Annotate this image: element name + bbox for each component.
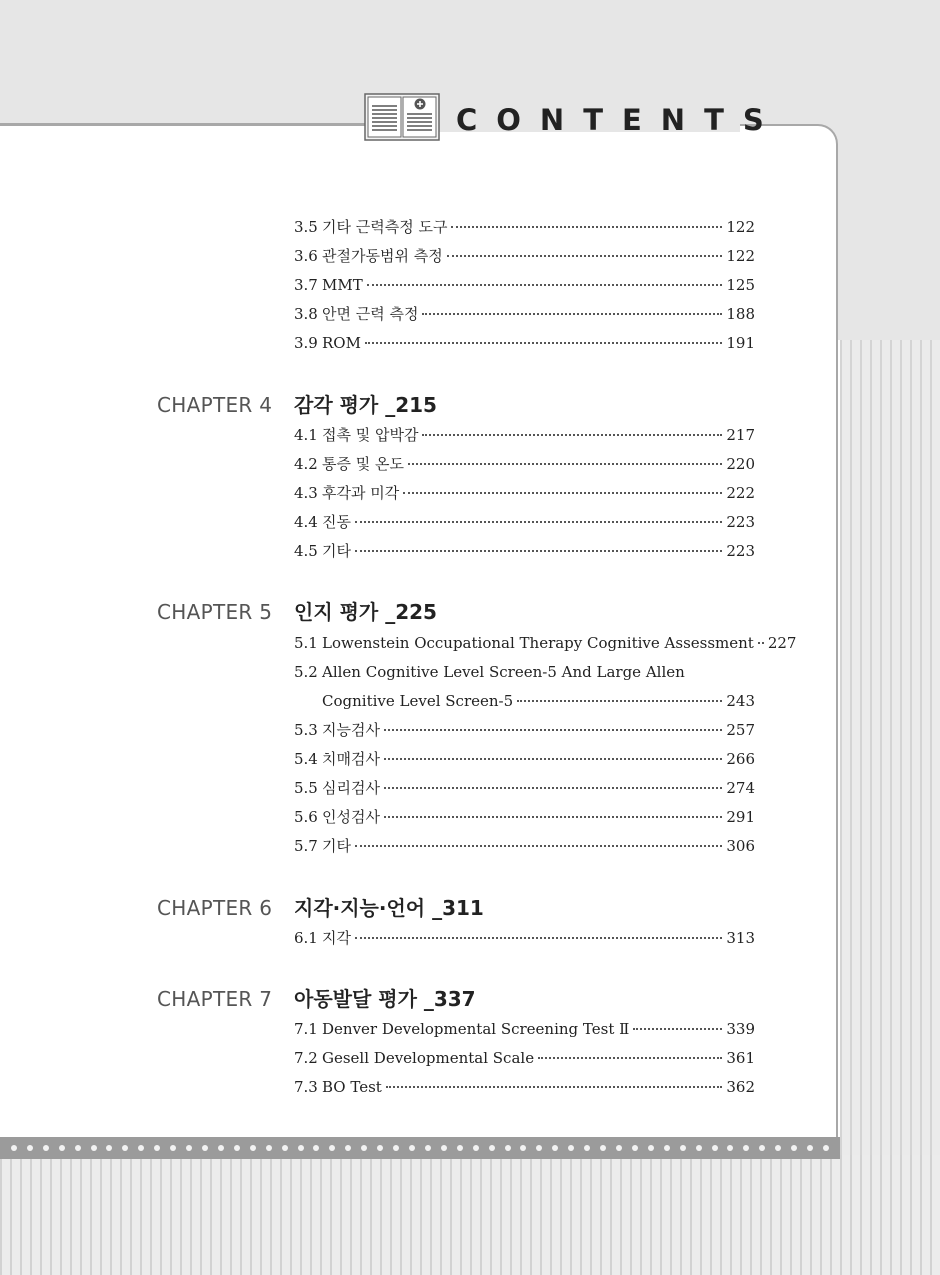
page-number: 257 (726, 721, 755, 739)
dot-leader (403, 492, 722, 494)
entry-title: MMT (322, 276, 363, 294)
entry-number: 5.4 (294, 750, 318, 768)
dot-leader (422, 434, 722, 436)
entry-title: 지각 (322, 929, 351, 947)
page-number: 188 (726, 305, 755, 323)
entry-number: 5.2 (294, 663, 318, 681)
page-number: 313 (726, 929, 755, 947)
toc-entry (294, 422, 755, 448)
dot-leader (384, 758, 722, 760)
entry-number: 6.1 (294, 929, 318, 947)
dot-leader (355, 845, 722, 847)
page-number: 227 (767, 634, 797, 652)
entry-number: 3.9 (294, 334, 318, 352)
dot-leader (517, 700, 722, 702)
entry-title: 관절가동범위 측정 (322, 247, 443, 265)
entry-title: 진동 (322, 513, 351, 531)
entry-number: 7.1 (294, 1020, 318, 1038)
dot-leader (633, 1028, 722, 1030)
dot-leader (355, 521, 722, 523)
entry-title: 기타 (322, 837, 351, 855)
chapter-heading (0, 984, 940, 1014)
entry-number: 4.4 (294, 513, 318, 531)
contents-title: CONTENTS (456, 103, 783, 137)
entry-title: ROM (322, 334, 361, 352)
page-number: 217 (726, 426, 755, 444)
chapter-label: CHAPTER 6 (157, 896, 273, 920)
entry-title: 통증 및 온도 (322, 455, 404, 473)
entry-title-continued: Cognitive Level Screen-5 (322, 692, 514, 710)
chapter-title: 지각·지능·언어 _311 (294, 896, 484, 920)
page-number: 339 (726, 1020, 755, 1038)
dot-leader (386, 1086, 723, 1088)
page-number: 222 (726, 484, 755, 502)
entry-title: 치매검사 (322, 750, 380, 768)
toc-entry (294, 509, 755, 535)
entry-number: 5.1 (294, 634, 318, 652)
toc-entry (294, 717, 755, 743)
entry-title: Denver Developmental Screening Test Ⅱ (322, 1020, 630, 1038)
chapter-title: 감각 평가 _215 (294, 393, 437, 417)
page-number: 122 (726, 247, 755, 265)
entry-title: BO Test (322, 1078, 382, 1096)
dot-leader (365, 342, 722, 344)
dot-leader (447, 255, 723, 257)
toc-entry (294, 214, 755, 240)
entry-number: 5.3 (294, 721, 318, 739)
dot-leader (538, 1057, 722, 1059)
entry-title: 접촉 및 압박감 (322, 426, 419, 444)
entry-number: 7.3 (294, 1078, 318, 1096)
toc-entry (294, 243, 755, 269)
toc-entry (294, 330, 755, 356)
page-number: 266 (726, 750, 755, 768)
chapter-heading (0, 390, 940, 420)
entry-number: 5.7 (294, 837, 318, 855)
dot-leader (384, 729, 722, 731)
dot-leader (355, 550, 722, 552)
toc-entry (294, 301, 755, 327)
toc-entry (294, 1045, 755, 1071)
entry-number: 3.5 (294, 218, 318, 236)
toc-entry (294, 1074, 755, 1100)
entry-number: 5.6 (294, 808, 318, 826)
toc-entry (294, 804, 755, 830)
entry-title: 심리검사 (322, 779, 380, 797)
dot-leader (758, 642, 764, 644)
toc-entry (294, 746, 755, 772)
toc-entry (294, 272, 755, 298)
dot-leader (408, 463, 722, 465)
entry-title: 기타 (322, 542, 351, 560)
page-number: 223 (726, 542, 755, 560)
entry-title: 안면 근력 측정 (322, 305, 419, 323)
page-number: 122 (726, 218, 755, 236)
dot-leader (451, 226, 722, 228)
entry-title: 지능검사 (322, 721, 380, 739)
chapter-heading (0, 597, 940, 627)
dot-leader (422, 313, 722, 315)
toc-entry (294, 630, 797, 656)
entry-number: 4.2 (294, 455, 318, 473)
page-number: 274 (726, 779, 755, 797)
entry-title: Lowenstein Occupational Therapy Cognitive Assessment (322, 634, 754, 652)
entry-number: 3.8 (294, 305, 318, 323)
page-number: 125 (726, 276, 755, 294)
toc-entry (294, 925, 755, 951)
toc-entry (294, 833, 755, 859)
entry-number: 4.3 (294, 484, 318, 502)
toc-entry (294, 659, 755, 685)
chapter-title: 인지 평가 _225 (294, 600, 437, 624)
entry-number: 4.5 (294, 542, 318, 560)
toc-entry (294, 1016, 755, 1042)
page-number: 243 (726, 692, 755, 710)
page-number: 306 (726, 837, 755, 855)
dot-leader (367, 284, 723, 286)
toc-entry (294, 480, 755, 506)
page-number: 362 (726, 1078, 755, 1096)
entry-number: 3.7 (294, 276, 318, 294)
page-number: 361 (726, 1049, 755, 1067)
toc-entry (294, 451, 755, 477)
toc-entry (294, 775, 755, 801)
chapter-heading (0, 893, 940, 923)
entry-title: Gesell Developmental Scale (322, 1049, 535, 1067)
entry-title: 후각과 미각 (322, 484, 400, 502)
entry-number: 4.1 (294, 426, 318, 444)
dot-leader (384, 787, 722, 789)
page-number: 291 (726, 808, 755, 826)
chapter-label: CHAPTER 5 (157, 600, 273, 624)
toc-entry-continuation (322, 688, 755, 714)
entry-title: Allen Cognitive Level Screen-5 And Large Allen (322, 663, 685, 681)
chapter-title: 아동발달 평가 _337 (294, 987, 476, 1011)
entry-title: 기타 근력측정 도구 (322, 218, 448, 236)
dot-leader (355, 937, 722, 939)
entry-number: 3.6 (294, 247, 318, 265)
page-number: 223 (726, 513, 755, 531)
chapter-label: CHAPTER 7 (157, 987, 273, 1011)
chapter-label: CHAPTER 4 (157, 393, 273, 417)
dot-leader (384, 816, 722, 818)
page-number: 220 (726, 455, 755, 473)
entry-number: 7.2 (294, 1049, 318, 1067)
page-number: 191 (726, 334, 755, 352)
toc-entry (294, 538, 755, 564)
entry-number: 5.5 (294, 779, 318, 797)
entry-title: 인성검사 (322, 808, 380, 826)
